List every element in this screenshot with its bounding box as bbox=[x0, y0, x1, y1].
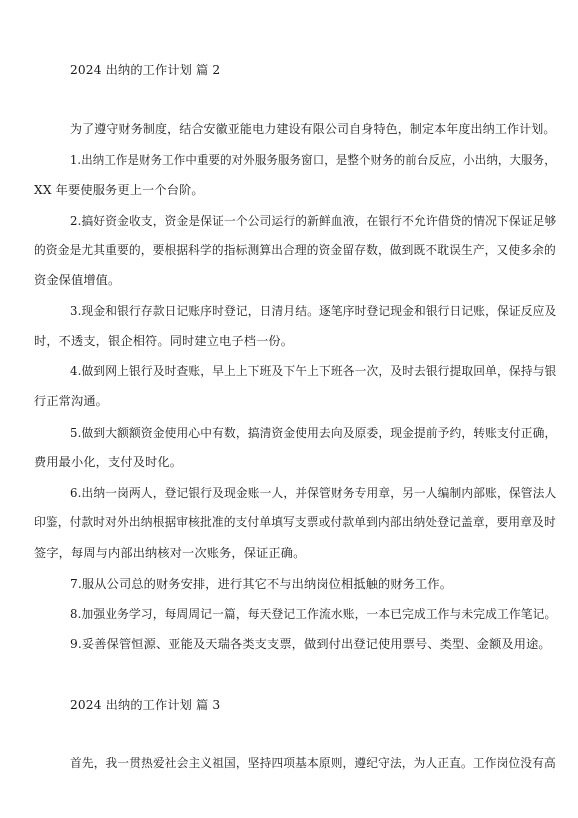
item-1-line-1: 1.出纳工作是财务工作中重要的对外服务服务窗口，是整个财务的前台反应，小出纳，大服务， bbox=[70, 153, 556, 167]
item-7-line-1: 7.服从公司总的财务安排，进行其它不与出纳岗位相抵触的财务工作。 bbox=[70, 577, 453, 591]
item-2-line-3: 资金保值增值。 bbox=[34, 273, 121, 287]
section-2-intro: 为了遵守财务制度，结合安徽亚能电力建设有限公司自身特色，制定本年度出纳工作计划。 bbox=[70, 122, 556, 136]
item-5-line-2: 费用最小化，支付及时化。 bbox=[34, 455, 183, 469]
item-5-line-1: 5.做到大额额资金使用心中有数，搞清资金使用去向及原委，现金提前予约，转账支付正确， bbox=[70, 426, 557, 440]
item-4-line-2: 行正常沟通。 bbox=[34, 394, 109, 408]
section-3-heading: 2024 出纳的工作计划 篇 3 bbox=[70, 698, 221, 712]
item-9-line-1: 9.妥善保管恒源、亚能及天瑞各类支支票，做到付出登记使用票号、类型、金额及用途。 bbox=[70, 637, 551, 651]
item-2-line-1: 2.搞好资金收支，资金是保证一个公司运行的新鲜血液，在银行不允许借贷的情况下保证足够 bbox=[70, 214, 557, 228]
item-2-line-2: 的资金是尤其重要的，要根据科学的指标测算出合理的资金留存数，做到既不耽误生产，又使多余的 bbox=[34, 243, 556, 257]
section-3-intro: 首先，我一贯热爱社会主义祖国，坚持四项基本原则，遵纪守法，为人正直。工作岗位没有高 bbox=[70, 756, 556, 770]
item-3-line-2: 时，不透支，银企相符。同时建立电子档一份。 bbox=[34, 334, 294, 348]
item-8-line-1: 8.加强业务学习，每周周记一篇，每天登记工作流水账，一本已完成工作与未完成工作笔记。 bbox=[70, 607, 557, 621]
item-3-line-1: 3.现金和银行存款日记账序时登记，日清月结。逐笔序时登记现金和银行日记账，保证反应及 bbox=[70, 304, 557, 318]
item-6-line-1: 6.出纳一岗两人，登记银行及现金账一人，并保管财务专用章，另一人编制内部账，保管法人 bbox=[70, 486, 557, 500]
item-6-line-3: 签字，每周与内部出纳核对一次账务，保证正确。 bbox=[34, 546, 306, 560]
item-6-line-2: 印鉴，付款时对外出纳根据审核批准的支付单填写支票或付款单到内部出纳处登记盖章，要用章及时 bbox=[34, 515, 556, 529]
section-2-heading: 2024 出纳的工作计划 篇 2 bbox=[70, 63, 221, 77]
item-1-line-2: XX 年要使服务更上一个台阶。 bbox=[34, 183, 204, 197]
item-4-line-1: 4.做到网上银行及时查账，早上上下班及下午上下班各一次，及时去银行提取回单，保持与银 bbox=[70, 364, 557, 378]
